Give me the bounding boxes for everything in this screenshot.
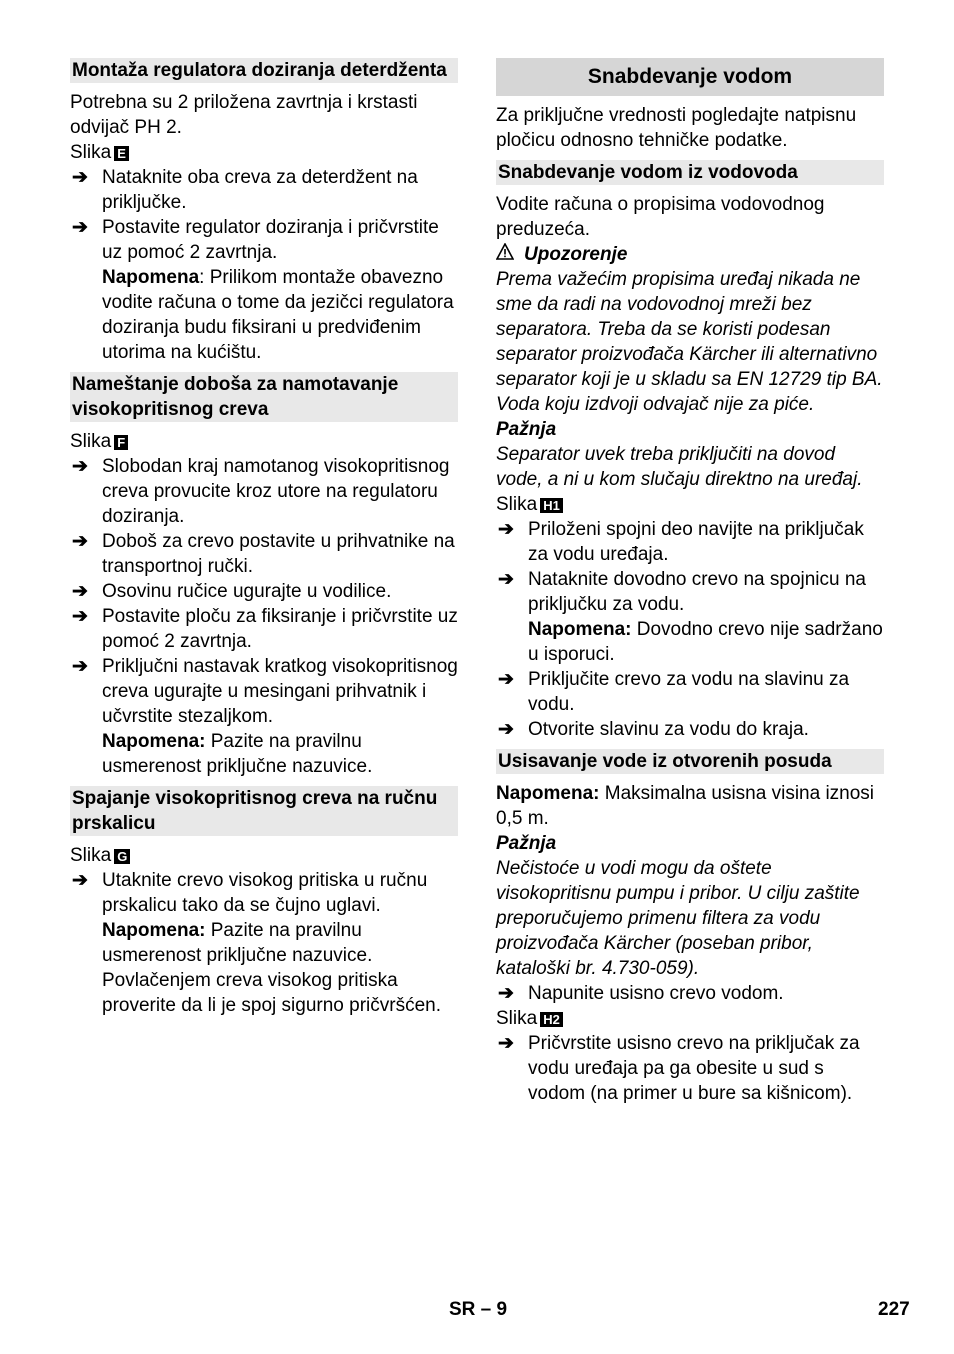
figure-reference: Slika G [70, 843, 458, 868]
list-item: ➔ Napunite usisno crevo vodom. [498, 983, 784, 1004]
list-item: ➔ Utaknite crevo visokog pritiska u ručnu prskalicu tako da se čujno uglavi. Napomena: Pazite na pravilnu usmerenost priključne nazuvice. Povlačenjem creva visokog pritiska proverite da li je spoj sigurno pričvršćen. [72, 870, 441, 1016]
list-item: ➔ Priloženi spojni deo navijte na priključak za vodu uređaja. [498, 519, 864, 565]
arrow-right-icon: ➔ [72, 456, 88, 477]
warning-heading: Upozorenje [496, 242, 884, 267]
section-heading-open-containers: Usisavanje vode iz otvorenih posuda [496, 749, 884, 774]
list-item: ➔ Priključni nastavak kratkog visokopritisnog creva ugurajte u mesingani prihvatnik i učvrstite stezaljkom. Napomena: Pazite na pravilnu usmerenost priključne nazuvice. [72, 656, 458, 777]
note-label: Napomena: [528, 619, 632, 640]
list-item: ➔ Priključite crevo za vodu na slavinu za vodu. [498, 669, 850, 715]
list-item: ➔ Osovinu ručice ugurajte u vodilice. [72, 581, 392, 602]
paragraph-intro: Za priključne vrednosti pogledajte natpisnu pločicu odnosno tehničke podatke. [496, 105, 857, 151]
figure-reference: Slika E [70, 140, 458, 165]
figure-reference: Slika H1 [496, 492, 884, 517]
arrow-right-icon: ➔ [72, 531, 88, 552]
figure-reference: Slika H2 [496, 1006, 884, 1031]
figure-badge-h1: H1 [540, 498, 563, 513]
section-heading-mains-water: Snabdevanje vodom iz vodovoda [496, 160, 884, 185]
page-number: 227 [878, 1299, 910, 1320]
paragraph-intro: Potrebna su 2 priložena zavrtnja i krstasti odvijač PH 2. [70, 92, 418, 138]
arrow-right-icon: ➔ [498, 519, 514, 540]
caution-text: Separator uvek treba priključiti na dovod vode, a ni u kom slučaju direktno na uređaj. [496, 444, 863, 490]
warning-text-2: Voda koju izdvoji odvajač nije za piće. [496, 394, 815, 415]
arrow-right-icon: ➔ [498, 669, 514, 690]
list-item: ➔ Postavite ploču za fiksiranje i pričvrstite uz pomoć 2 zavrtnja. [72, 606, 458, 652]
arrow-right-icon: ➔ [72, 217, 88, 238]
warning-triangle-icon [496, 242, 516, 267]
note-paragraph: Napomena: Maksimalna usisna visina iznosi 0,5 m. [496, 783, 875, 829]
figure-badge-h2: H2 [540, 1012, 563, 1027]
arrow-right-icon: ➔ [72, 167, 88, 188]
figure-badge-g: G [114, 849, 130, 864]
caution-heading: Pažnja [496, 419, 557, 440]
arrow-right-icon: ➔ [72, 656, 88, 677]
arrow-right-icon: ➔ [498, 719, 514, 740]
caution-heading: Pažnja [496, 833, 557, 854]
arrow-right-icon: ➔ [498, 1033, 514, 1054]
main-heading-water-supply: Snabdevanje vodom [496, 58, 884, 96]
note-label: Napomena: [102, 731, 206, 752]
section-page-label: SR – 9 [449, 1299, 508, 1320]
note-label: Napomena: [102, 920, 206, 941]
note-label: Napomena [102, 267, 200, 288]
section-heading-dosing-regulator: Montaža regulatora doziranja deterdženta [70, 58, 458, 83]
caution-text: Nečistoće u vodi mogu da oštete visokopritisnu pumpu i pribor. U cilju zaštite preporučujemo primenu filtera za vodu proizvođača Kärcher (poseban pribor, kataloški br. 4.730-059). [496, 858, 860, 979]
warning-text: Prema važećim propisima uređaj nikada ne sme da radi na vodovodnoj mreži bez separatora. Treba da se koristi podesan separator proizvođača Kärcher ili alternativno separator koji je u skladu sa EN 12729 tip BA. [496, 269, 883, 390]
arrow-right-icon: ➔ [498, 983, 514, 1004]
figure-badge-f: F [114, 435, 128, 450]
section-heading-hose-reel: Nameštanje doboša za namotavanje visokopritisnog creva [70, 372, 458, 422]
list-item: ➔ Postavite regulator doziranja i pričvrstite uz pomoć 2 zavrtnja. Napomena: Prilikom montaže obavezno vodite računa o tome da jezičci regulatora doziranja budu fiksirani u predviđenim utorima na kućištu. [72, 217, 454, 363]
figure-badge-e: E [114, 146, 129, 161]
list-item: ➔ Doboš za crevo postavite u prihvatnike na transportnoj ručki. [72, 531, 455, 577]
list-item: ➔ Otvorite slavinu za vodu do kraja. [498, 719, 809, 740]
arrow-right-icon: ➔ [72, 581, 88, 602]
arrow-right-icon: ➔ [72, 870, 88, 891]
arrow-right-icon: ➔ [498, 569, 514, 590]
paragraph: Vodite računa o propisima vodovodnog preduzeća. [496, 194, 825, 240]
list-item: ➔ Nataknite dovodno crevo na spojnicu na priključku za vodu. Napomena: Dovodno crevo nije sadržano u isporuci. [498, 569, 883, 665]
list-item: ➔ Slobodan kraj namotanog visokopritisnog creva provucite kroz utore na regulatoru doziranja. [72, 456, 450, 527]
arrow-right-icon: ➔ [72, 606, 88, 627]
list-item: ➔ Pričvrstite usisno crevo na priključak za vodu uređaja pa ga obesite u sud s vodom (na primer u bure sa kišnicom). [498, 1033, 860, 1104]
section-heading-spray-gun: Spajanje visokopritisnog creva na ručnu prskalicu [70, 786, 458, 836]
right-column [496, 58, 884, 1106]
figure-reference: Slika F [70, 429, 458, 454]
left-column [70, 58, 458, 1018]
list-item: ➔ Nataknite oba creva za deterdžent na priključke. [72, 167, 418, 213]
